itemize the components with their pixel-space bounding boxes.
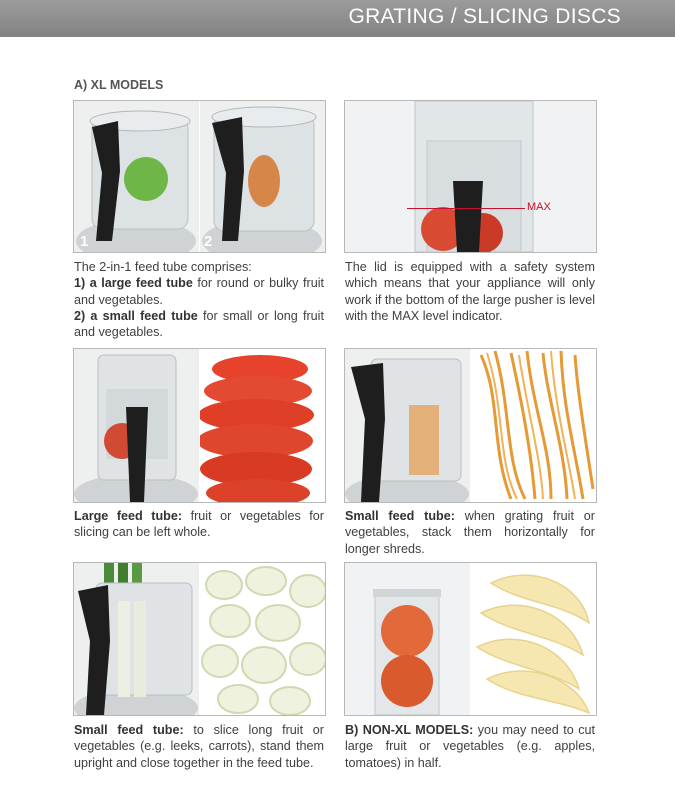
caption-bold-small-feed-tube-3: Small feed tube: (74, 723, 184, 737)
caption-bold-small-feed-tube-2: Small feed tube: (345, 509, 455, 523)
photo-tomato-slices (200, 349, 325, 502)
number-label-2: 2 (204, 233, 213, 250)
caption-large-feed-tube (74, 508, 324, 541)
caption-text-large-feed-tube: for round or bulky fruit and vegetables. (74, 276, 324, 307)
photo-grated-carrot (471, 349, 596, 502)
caption-text-large-feed-tube-2: fruit or vegetables for slicing can be left whole. (74, 509, 324, 540)
caption-small-feed-tube-leeks (74, 722, 324, 771)
photo-leek-slices (200, 563, 325, 715)
photo-large-feed-tube-slicing (73, 348, 326, 503)
photo-max-level-indicator (344, 100, 597, 253)
max-label: MAX (527, 201, 551, 213)
caption-safety-system (345, 259, 595, 324)
caption-text-small-feed-tube-3: to slice long fruit or vegetables (e.g. leeks, carrots), stand them upright and close together in the feed tube. (74, 723, 324, 770)
number-label-1: 1 (80, 233, 89, 250)
section-label: A) XL MODELS (74, 78, 164, 92)
caption-small-feed-tube-grating (345, 508, 595, 557)
caption-line-intro: The 2-in-1 feed tube comprises: (74, 260, 252, 274)
caption-text-non-xl: you may need to cut large fruit or vegetables (e.g. apples, tomatoes) in half. (345, 723, 595, 770)
caption-bold-non-xl: B) NON-XL MODELS: (345, 723, 474, 737)
photo-apple-slices (471, 563, 596, 715)
photo-small-feed-tube-peach (200, 101, 325, 252)
photo-small-feed-tube-grating (344, 348, 597, 503)
caption-bold-small-feed-tube: 2) a small feed tube (74, 308, 198, 323)
photo-small-feed-tube-carrot (345, 349, 470, 502)
caption-text-small-feed-tube: for small or long fruit and vegetables. (74, 308, 324, 340)
caption-bold-large-feed-tube: 1) a large feed tube (74, 276, 193, 291)
photo-small-feed-tube-leeks (73, 562, 326, 716)
photo-large-feed-tube-tomato (74, 349, 199, 502)
page-title: GRATING / SLICING DISCS (348, 5, 621, 28)
caption-feed-tube-types (74, 259, 324, 340)
caption-bold-large-feed-tube-2: Large feed tube: (74, 509, 183, 523)
caption-non-xl-models (345, 722, 595, 771)
max-indicator-line (407, 208, 525, 209)
photo-feed-tube-leeks (74, 563, 199, 715)
photo-non-xl-apples (344, 562, 597, 716)
photo-large-feed-tube-apple (74, 101, 199, 252)
caption-text-safety: The lid is equipped with a safety system which means that your appliance will only work if the bottom of the large pusher is level with the MAX level indicator. (345, 260, 595, 323)
photo-feed-tube-types (73, 100, 326, 253)
caption-text-small-feed-tube-2: when grating fruit or vegetables, stack them horizontally for longer shreds. (345, 509, 595, 556)
photo-feed-tube-apples (345, 563, 470, 715)
